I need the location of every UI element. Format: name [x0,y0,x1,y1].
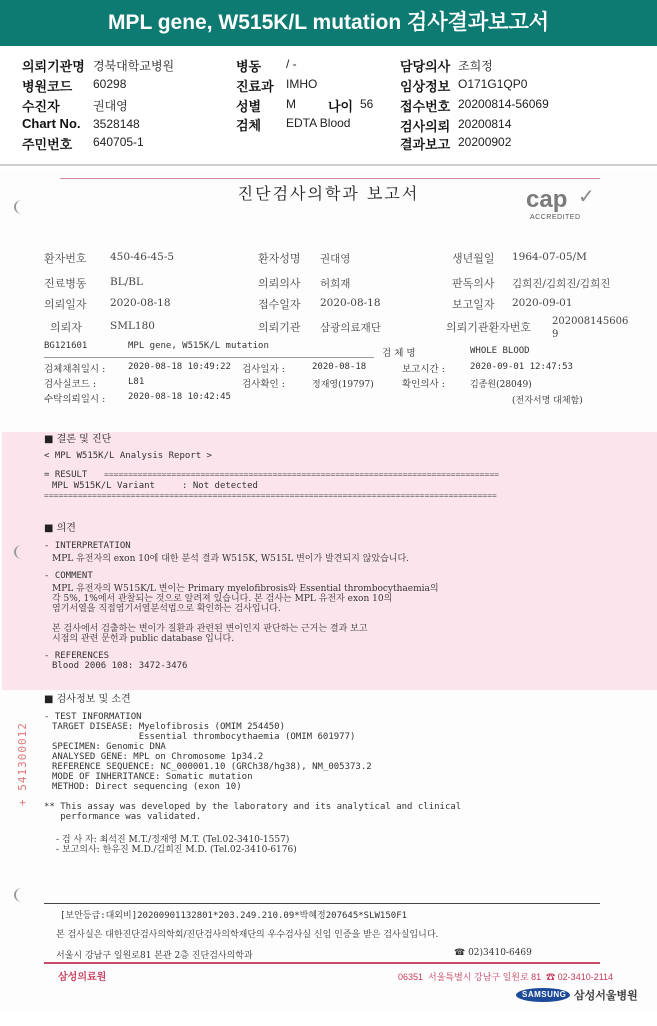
interpretation-label: - INTERPRETATION [44,541,131,551]
e-signature-note: (전자서명 대체함) [512,396,583,406]
meta-key: 검사일자 : [242,364,285,375]
meta-value: 김종원(28049) [470,380,532,390]
conclusion-header: ■ 결론 및 진단 [44,434,112,445]
references-text: Blood 2006 108: 3472-3476 [52,661,188,671]
value-sex: M [286,97,296,111]
testinfo-line: MODE OF INHERITANCE: Somatic mutation [52,772,253,782]
grid-key: 의뢰기관환자번호 [446,321,532,334]
testinfo-line: ANALYSED GENE: MPL on Chromosome 1p34.2 [52,752,264,762]
assay-note: ** This assay was developed by the laboratory and its analytical and clinical [44,802,462,812]
value-clinical-info: O171G1QP0 [458,77,528,91]
value-doctor: 조희정 [458,59,493,73]
comment-line: MPL 유전자의 W515K/L 변이는 Primary myelofibrosis와 Essential thrombocythaemia의 [52,584,439,594]
label-institution: 의뢰기관명 [22,59,85,74]
grid-value: 김희진/김희진/김희진 [512,278,611,290]
grid-value: 450-46-45-5 [110,251,175,263]
grid-value: 2020-08-18 [110,297,171,309]
grid-value: 2020-09-01 [512,297,573,309]
grid-value: 2020-08-18 [320,297,381,309]
label-report-date: 결과보고 [400,137,451,152]
grid-value: BL/BL [110,276,143,288]
document-title: 진단검사의학과 보고서 [237,184,420,203]
meta-value: 정재영(19797) [312,380,374,390]
comment-line: 시점의 관련 문헌과 public database 입니다. [52,634,235,644]
report-top-rule [60,178,600,179]
cap-accredited-text: ACCREDITED [530,214,581,221]
lab-address: 서울시 강남구 일원로81 본관 2층 진단검사의학과 [56,951,253,961]
meta-key: 검사실코드 : [44,379,97,390]
testinfo-line: Essential thrombocythaemia (OMIM 601977) [52,732,356,742]
grid-value: 1964-07-05/M [512,251,587,263]
label-receipt-no: 접수번호 [400,99,451,114]
comment-line: 염기서열을 직접염기서열분석법으로 확인하는 검사입니다. [52,604,281,614]
cap-logo-text: cap [526,186,568,213]
testinfo-header: ■ 검사정보 및 소견 [44,694,131,705]
grid-key: 진료병동 [44,277,87,290]
grid-key: 환자번호 [44,252,87,265]
result-item: MPL W515K/L Variant : Not detected [52,481,258,491]
comment-line: 본 검사에서 검출하는 변이가 질환과 관련된 변이인지 판단하는 근거는 결과 보고 [52,624,368,634]
footer-red-rule [44,962,600,964]
value-chart-no: 3528148 [93,117,140,131]
lab-phone: ☎ 02)3410-6469 [454,948,532,958]
meta-key: 확인의사 : [402,379,445,390]
grid-key: 의뢰일자 [44,298,87,311]
comment-line: 각 5%, 1%에서 관찰되는 것으로 알려져 있습니다. 본 검사는 MPL 유전자 exon 10의 [52,594,393,604]
value-specimen: EDTA Blood [286,116,351,130]
value-report-date: 20200902 [458,135,512,149]
meta-value: 2020-08-18 [312,362,367,372]
test-name: MPL gene, W515K/L mutation [128,341,269,351]
hospital-address: 06351 서울특별시 강남구 일원로 81 ☎ 02-3410-2114 [398,972,614,982]
references-label: - REFERENCES [44,651,110,661]
test-code: BG121601 [44,341,88,351]
meta-value: 2020-09-01 12:47:53 [470,362,573,372]
meta-key: 보고시간 : [402,364,445,375]
value-age: 56 [360,97,374,111]
meta-value: 2020-08-18 10:49:22 [128,362,231,372]
testinfo-line: REFERENCE SEQUENCE: NC_000001.10 (GRCh38/hg38), NM_005373.2 [52,762,372,772]
testinfo-line: SPECIMEN: Genomic DNA [52,742,166,752]
punch-hole-mark [14,545,30,559]
equals-rule: ================================================================================== [104,470,499,479]
punch-hole-mark [14,888,30,902]
grid-value: 202008145606 [552,316,629,327]
value-institution: 경북대학교병원 [93,59,175,73]
equals-rule: ============================================================================================== [44,491,497,500]
label-patient: 수진자 [22,99,60,114]
cap-accredited-logo [520,186,615,226]
label-request-date: 검사의뢰 [400,119,451,134]
value-patient: 권대영 [93,99,128,113]
value-request-date: 20200814 [458,117,512,131]
security-line: [보안등급:대외비]20200901132801*203.249.210.09*박혜정207645*SLW150F1 [60,911,408,921]
grid-key: 의뢰의사 [258,277,301,290]
result-label: = RESULT [44,470,93,480]
meta-value: 2020-08-18 10:42:45 [128,392,231,402]
hospital-name: 삼성서울병원 [574,990,638,1002]
interpretation-text: MPL 유전자의 exon 10에 대한 분석 결과 W515K, W515L 변이가 발견되지 않았습니다. [52,554,410,564]
label-age: 나이 [328,99,354,114]
grid-value: 허희재 [320,278,351,290]
comment-label: - COMMENT [44,571,93,581]
label-ward: 병동 [236,59,262,74]
staff-line: - 검 사 자: 최석진 M.T./정재영 M.T. (Tel.02-3410-1557) [56,835,290,845]
report-title: MPL gene, W515K/L mutation 검사결과보고서 [107,11,550,34]
samsung-medical-logo: 삼성의료원 [58,972,107,983]
analysis-title: < MPL W515K/L Analysis Report > [44,451,212,461]
meta-key: 검체채취일시 : [44,364,106,375]
footer-rule [44,903,600,904]
samsung-logo [516,988,570,1002]
testinfo-line: TARGET DISEASE: Myelofibrosis (OMIM 254450) [52,722,285,732]
meta-key: 검사확인 : [242,379,285,390]
label-specimen: 검체 [236,118,262,133]
header-separator [0,164,657,166]
grid-value: 9 [552,329,559,340]
testinfo-label: - TEST INFORMATION [44,712,142,722]
grid-key: 접수일자 [258,298,301,311]
report-title-bar [0,0,657,46]
accreditation-text: 본 검사실은 대한진단검사의학회/진단검사의학재단의 우수검사실 신임 인증을 받은 검사실입니다. [56,930,439,940]
specimen-label: 검 체 명 [382,348,416,359]
grid-value: 권대영 [320,253,351,265]
side-stamp: + 541300012 [16,722,29,806]
grid-value: 삼광의료재단 [320,322,381,334]
testinfo-line: METHOD: Direct sequencing (exon 10) [52,782,242,792]
value-resident-no: 640705-1 [93,135,144,149]
samsung-logo-text: SAMSUNG [522,990,567,999]
header-info [0,50,657,164]
value-receipt-no: 20200814-56069 [458,97,549,111]
label-chart-no: Chart No. [22,116,81,131]
value-ward: / - [286,57,297,71]
meta-key: 수탁의뢰일시 : [44,394,106,405]
label-resident-no: 주민번호 [22,137,73,152]
grid-value: SML180 [110,320,155,332]
label-department: 진료과 [236,79,274,94]
label-doctor: 담당의사 [400,59,451,74]
grid-key: 의뢰자 [50,321,82,334]
staff-line: - 보고의사: 한유진 M.D./김희진 M.D. (Tel.02-3410-6176) [56,845,297,855]
value-hospital-code: 60298 [93,77,127,91]
label-clinical-info: 임상정보 [400,79,451,94]
opinion-header: ■ 의견 [44,523,76,534]
grid-key: 판독의사 [452,277,495,290]
label-hospital-code: 병원코드 [22,79,73,94]
meta-value: L81 [128,377,145,387]
grid-key: 보고일자 [452,298,495,311]
specimen-value: WHOLE BLOOD [470,346,530,356]
grid-key: 생년월일 [452,252,495,265]
divider [44,357,374,358]
grid-key: 환자성명 [258,252,301,265]
value-department: IMHO [286,77,318,91]
grid-key: 의뢰기관 [258,321,301,334]
label-sex: 성별 [236,99,262,114]
assay-note: performance was validated. [44,812,202,822]
checkmark-icon: ✓ [578,184,595,208]
